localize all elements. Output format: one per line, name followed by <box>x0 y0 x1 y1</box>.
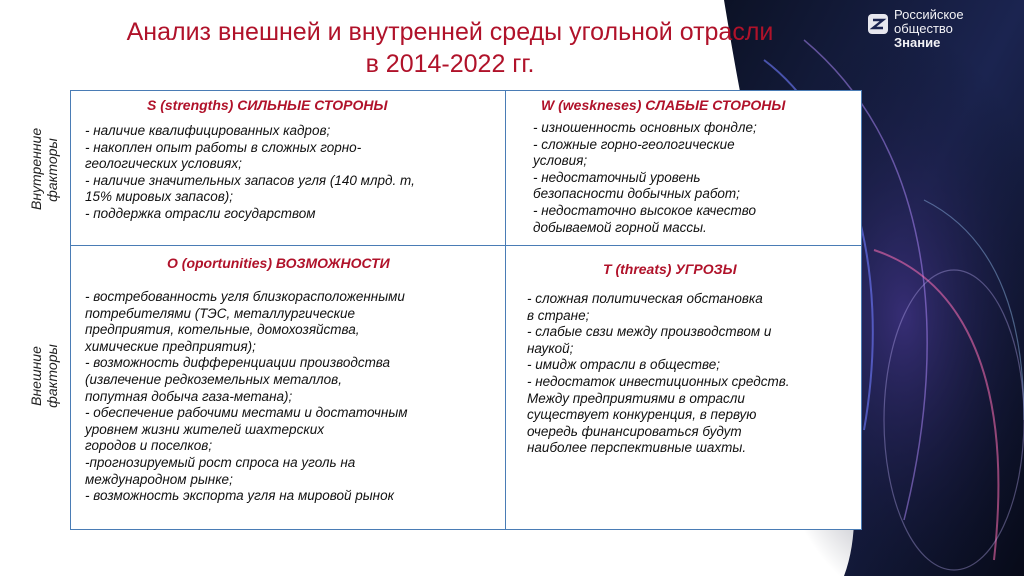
threats-line: наукой; <box>527 340 574 356</box>
threats-line: наиболее перспективные шахты. <box>527 440 747 456</box>
threats-line: существует конкуренция, в первую <box>527 407 757 423</box>
threats-line: очередь финансироваться будут <box>527 423 742 439</box>
threats-line: - сложная политическая обстановка <box>527 291 763 306</box>
weaknesses-line: условия; <box>533 153 588 169</box>
opportunities-header: O (oportunities) ВОЗМОЖНОСТИ <box>167 255 390 271</box>
opportunities-line: -прогнозируемый рост спроса на уголь на <box>85 454 356 470</box>
opportunities-line: потребителями (ТЭС, металлургические <box>85 305 356 321</box>
logo-text-line1: Российское <box>894 7 964 22</box>
opportunities-line: международном рынке; <box>85 471 233 487</box>
strengths-line: - наличие значительных запасов угля (140 млрд. т, <box>85 172 415 188</box>
logo-text-line2: общество <box>894 21 953 36</box>
strengths-cell <box>85 123 500 223</box>
opportunities-line: городов и поселков; <box>85 438 213 454</box>
swot-table <box>70 90 862 530</box>
weaknesses-line: - недостаточный уровень <box>533 169 701 185</box>
threats-header: T (threats) УГРОЗЫ <box>603 261 737 277</box>
opportunities-line: - возможность экспорта угля на мировой рынок <box>85 488 394 504</box>
brand-logo <box>868 8 964 52</box>
slide-title-line1: Анализ внешней и внутренней среды угольной отрасли <box>126 18 774 46</box>
weaknesses-header: W (weskneses) СЛАБЫЕ СТОРОНЫ <box>541 97 786 113</box>
strengths-header: S (strengths) СИЛЬНЫЕ СТОРОНЫ <box>147 97 388 113</box>
weaknesses-line: - изношенность основных фондле; <box>533 120 757 135</box>
opportunities-line: - обеспечение рабочими местами и достаточным <box>85 405 408 421</box>
side-label-internal-line2: факторы <box>44 138 60 202</box>
threats-cell <box>527 291 862 457</box>
threats-line: - слабые свзи между производством и <box>527 324 772 340</box>
weaknesses-line: безопасности добычных работ; <box>533 186 740 202</box>
opportunities-line: предприятия, котельные, домохозяйства, <box>85 322 360 338</box>
opportunities-line: попутная добыча газа-метана); <box>85 388 293 404</box>
opportunities-cell <box>85 289 500 505</box>
weaknesses-cell <box>533 120 858 236</box>
opportunities-line: (извлечение редкоземельных металлов, <box>85 371 342 387</box>
side-label-external <box>28 336 60 416</box>
weaknesses-line: - сложные горно-геологические <box>533 136 735 152</box>
side-label-internal-line1: Внутренние <box>28 127 44 210</box>
opportunities-line: - востребованность угля близкорасположенными <box>85 289 405 304</box>
logo-text-line3: Знание <box>894 35 941 50</box>
opportunities-line: уровнем жизни жителей шахтерских <box>85 421 324 437</box>
threats-line: в стране; <box>527 307 590 323</box>
swot-divider-vertical <box>505 91 506 529</box>
slide-title <box>40 16 860 80</box>
opportunities-line: - возможность дифференциации производства <box>85 355 391 371</box>
weaknesses-line: - недостаточно высокое качество <box>533 202 756 218</box>
side-label-internal <box>28 127 60 210</box>
strengths-line: 15% мировых запасов); <box>85 189 233 205</box>
opportunities-line: химические предприятия); <box>85 338 256 354</box>
strengths-line: - накоплен опыт работы в сложных горно- <box>85 139 362 155</box>
strengths-line: - наличие квалифицированных кадров; <box>85 123 331 138</box>
side-label-external-line1: Внешние <box>28 346 44 406</box>
znanie-logo-icon <box>868 14 888 34</box>
threats-line: Между предприятиями в отрасли <box>527 390 745 406</box>
swot-divider-horizontal <box>71 245 861 246</box>
threats-line: - имидж отрасли в обществе; <box>527 357 721 373</box>
side-label-external-line2: факторы <box>44 344 60 408</box>
threats-line: - недостаток инвестиционных средств. <box>527 373 790 389</box>
strengths-line: - поддержка отрасли государством <box>85 205 316 221</box>
strengths-line: геологических условиях; <box>85 156 242 172</box>
slide-title-line2: в 2014-2022 гг. <box>365 50 535 78</box>
weaknesses-line: добываемой горной массы. <box>533 219 707 235</box>
